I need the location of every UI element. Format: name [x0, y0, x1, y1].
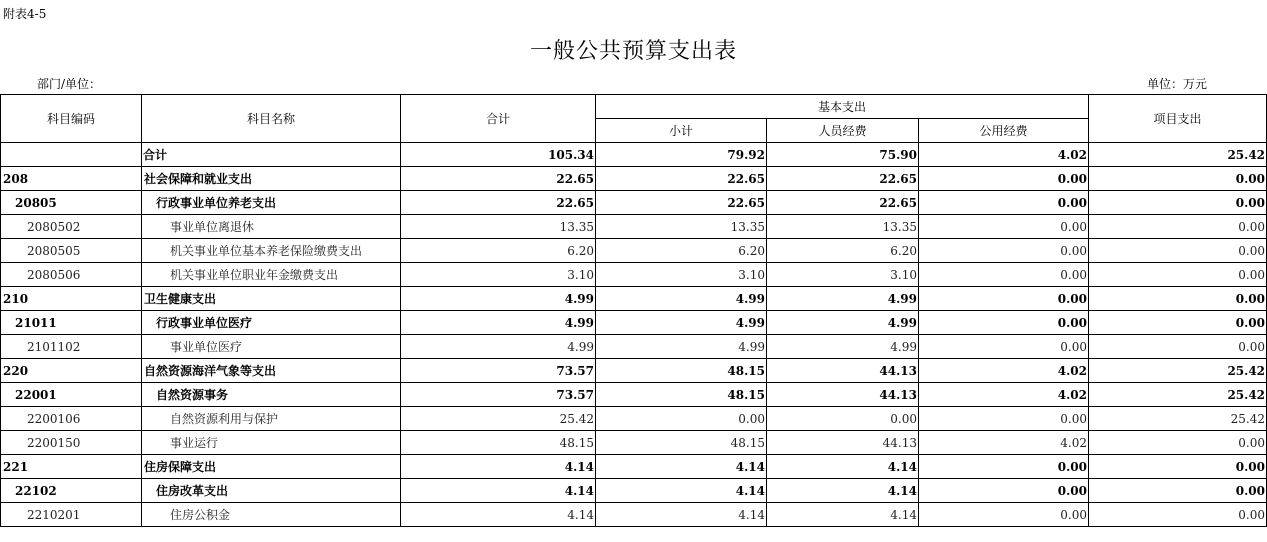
- cell-personnel: 44.13: [767, 431, 919, 455]
- cell-personnel: 75.90: [767, 143, 919, 167]
- cell-name: 社会保障和就业支出: [142, 167, 401, 191]
- cell-code: 21011: [1, 311, 142, 335]
- cell-project: 0.00: [1089, 167, 1267, 191]
- cell-personnel: 22.65: [767, 167, 919, 191]
- cell-project: 0.00: [1089, 335, 1267, 359]
- cell-public: 0.00: [919, 191, 1089, 215]
- cell-subtotal: 48.15: [596, 383, 767, 407]
- table-row: [1, 503, 1267, 527]
- table-row: [1, 383, 1267, 407]
- cell-total: 105.34: [401, 143, 596, 167]
- header-subtotal: 小计: [596, 119, 767, 143]
- cell-subtotal: 79.92: [596, 143, 767, 167]
- cell-name: 住房公积金: [142, 503, 401, 527]
- table-row: [1, 407, 1267, 431]
- cell-personnel: 4.14: [767, 479, 919, 503]
- unit-label: 单位：万元: [1147, 77, 1208, 91]
- cell-public: 4.02: [919, 383, 1089, 407]
- table-body: [1, 143, 1267, 527]
- cell-public: 0.00: [919, 503, 1089, 527]
- cell-total: 13.35: [401, 215, 596, 239]
- table-row: [1, 359, 1267, 383]
- cell-name: 自然资源事务: [142, 383, 401, 407]
- cell-personnel: 4.14: [767, 503, 919, 527]
- cell-total: 22.65: [401, 191, 596, 215]
- cell-public: 0.00: [919, 167, 1089, 191]
- cell-subtotal: 4.99: [596, 335, 767, 359]
- cell-personnel: 3.10: [767, 263, 919, 287]
- cell-total: 73.57: [401, 359, 596, 383]
- cell-project: 0.00: [1089, 431, 1267, 455]
- cell-subtotal: 13.35: [596, 215, 767, 239]
- cell-name: 自然资源海洋气象等支出: [142, 359, 401, 383]
- page-title: 一般公共预算支出表: [529, 39, 737, 64]
- cell-total: 4.14: [401, 503, 596, 527]
- cell-total: 4.14: [401, 455, 596, 479]
- cell-subtotal: 22.65: [596, 167, 767, 191]
- cell-public: 0.00: [919, 263, 1089, 287]
- cell-project: 25.42: [1089, 143, 1267, 167]
- cell-personnel: 4.99: [767, 335, 919, 359]
- table-row: [1, 167, 1267, 191]
- cell-personnel: 0.00: [767, 407, 919, 431]
- cell-code: 220: [1, 359, 142, 383]
- cell-code: 221: [1, 455, 142, 479]
- cell-public: 0.00: [919, 335, 1089, 359]
- table-row: [1, 311, 1267, 335]
- cell-public: 0.00: [919, 455, 1089, 479]
- cell-personnel: 4.14: [767, 455, 919, 479]
- cell-name: 事业单位医疗: [142, 335, 401, 359]
- header-public: 公用经费: [919, 119, 1089, 143]
- cell-total: 4.14: [401, 479, 596, 503]
- cell-public: 0.00: [919, 311, 1089, 335]
- cell-project: 0.00: [1089, 287, 1267, 311]
- cell-code: 2080506: [1, 263, 142, 287]
- cell-name: 事业单位离退休: [142, 215, 401, 239]
- cell-public: 0.00: [919, 287, 1089, 311]
- cell-total: 4.99: [401, 335, 596, 359]
- cell-code: 22001: [1, 383, 142, 407]
- table-row: [1, 335, 1267, 359]
- cell-name: 住房保障支出: [142, 455, 401, 479]
- header-code: 科目编码: [1, 95, 142, 143]
- cell-public: 0.00: [919, 215, 1089, 239]
- header-name: 科目名称: [142, 95, 401, 143]
- header-total: 合计: [401, 95, 596, 143]
- cell-subtotal: 3.10: [596, 263, 767, 287]
- cell-total: 48.15: [401, 431, 596, 455]
- header-project: 项目支出: [1089, 95, 1267, 143]
- cell-code: 2210201: [1, 503, 142, 527]
- cell-public: 0.00: [919, 479, 1089, 503]
- cell-project: 0.00: [1089, 479, 1267, 503]
- cell-name: 住房改革支出: [142, 479, 401, 503]
- cell-project: 0.00: [1089, 263, 1267, 287]
- cell-subtotal: 4.14: [596, 479, 767, 503]
- table-row: [1, 287, 1267, 311]
- cell-total: 3.10: [401, 263, 596, 287]
- cell-project: 0.00: [1089, 191, 1267, 215]
- cell-code: 2080502: [1, 215, 142, 239]
- cell-subtotal: 22.65: [596, 191, 767, 215]
- cell-project: 25.42: [1089, 383, 1267, 407]
- cell-personnel: 13.35: [767, 215, 919, 239]
- cell-personnel: 4.99: [767, 311, 919, 335]
- cell-code: 2200106: [1, 407, 142, 431]
- cell-project: 25.42: [1089, 407, 1267, 431]
- cell-name: 卫生健康支出: [142, 287, 401, 311]
- cell-project: 0.00: [1089, 311, 1267, 335]
- cell-subtotal: 6.20: [596, 239, 767, 263]
- cell-project: 0.00: [1089, 215, 1267, 239]
- cell-subtotal: 4.14: [596, 503, 767, 527]
- cell-public: 0.00: [919, 407, 1089, 431]
- cell-total: 6.20: [401, 239, 596, 263]
- table-row: [1, 263, 1267, 287]
- cell-code: 210: [1, 287, 142, 311]
- table-header: [1, 95, 1267, 143]
- cell-subtotal: 4.99: [596, 311, 767, 335]
- cell-code: 2080505: [1, 239, 142, 263]
- cell-subtotal: 4.14: [596, 455, 767, 479]
- annex-label: 附表4-5: [3, 7, 47, 21]
- cell-name: 行政事业单位医疗: [142, 311, 401, 335]
- department-label: 部门/单位：: [37, 77, 102, 91]
- cell-name: 机关事业单位职业年金缴费支出: [142, 263, 401, 287]
- cell-personnel: 44.13: [767, 359, 919, 383]
- cell-total: 4.99: [401, 311, 596, 335]
- budget-table: [0, 94, 1267, 527]
- cell-total: 4.99: [401, 287, 596, 311]
- cell-name: 合计: [142, 143, 401, 167]
- cell-total: 22.65: [401, 167, 596, 191]
- cell-public: 4.02: [919, 359, 1089, 383]
- header-personnel: 人员经费: [767, 119, 919, 143]
- cell-public: 4.02: [919, 431, 1089, 455]
- cell-project: 0.00: [1089, 455, 1267, 479]
- table-row: [1, 215, 1267, 239]
- cell-code: 2101102: [1, 335, 142, 359]
- cell-code: 20805: [1, 191, 142, 215]
- cell-project: 0.00: [1089, 239, 1267, 263]
- cell-name: 机关事业单位基本养老保险缴费支出: [142, 239, 401, 263]
- cell-personnel: 44.13: [767, 383, 919, 407]
- cell-subtotal: 48.15: [596, 359, 767, 383]
- cell-code: 22102: [1, 479, 142, 503]
- cell-personnel: 22.65: [767, 191, 919, 215]
- cell-personnel: 4.99: [767, 287, 919, 311]
- table-row: [1, 143, 1267, 167]
- cell-total: 25.42: [401, 407, 596, 431]
- cell-name: 事业运行: [142, 431, 401, 455]
- table-row: [1, 239, 1267, 263]
- cell-total: 73.57: [401, 383, 596, 407]
- cell-personnel: 6.20: [767, 239, 919, 263]
- cell-public: 0.00: [919, 239, 1089, 263]
- cell-code: 208: [1, 167, 142, 191]
- cell-project: 0.00: [1089, 503, 1267, 527]
- cell-subtotal: 48.15: [596, 431, 767, 455]
- cell-subtotal: 0.00: [596, 407, 767, 431]
- cell-name: 行政事业单位养老支出: [142, 191, 401, 215]
- cell-code: 2200150: [1, 431, 142, 455]
- cell-project: 25.42: [1089, 359, 1267, 383]
- table-row: [1, 455, 1267, 479]
- cell-public: 4.02: [919, 143, 1089, 167]
- table-row: [1, 479, 1267, 503]
- table-row: [1, 431, 1267, 455]
- cell-code: [1, 143, 142, 167]
- table-row: [1, 191, 1267, 215]
- cell-name: 自然资源利用与保护: [142, 407, 401, 431]
- header-basic: 基本支出: [596, 95, 1089, 119]
- cell-subtotal: 4.99: [596, 287, 767, 311]
